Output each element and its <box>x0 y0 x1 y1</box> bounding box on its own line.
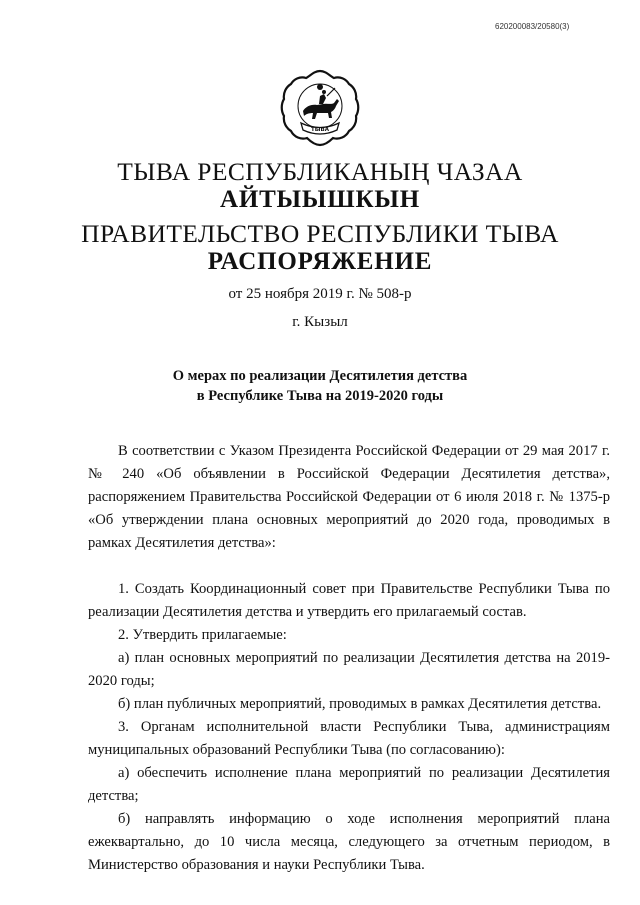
body-item-2b: б) план публичных мероприятий, проводимых в рамках Десятилетия детства. <box>118 696 602 712</box>
tuva-coat-of-arms-icon <box>279 68 361 148</box>
order-date-number: от 25 ноября 2019 г. № 508-р <box>228 286 412 302</box>
order-title-line2: в Республике Тыва на 2019-2020 годы <box>196 388 444 404</box>
order-body <box>88 440 610 877</box>
body-item-2a: а) план основных мероприятий по реализации Десятилетия детства на 2019-2020 годы; <box>88 650 610 689</box>
document-id: 620200083/20580(3) <box>495 22 570 31</box>
body-preamble: В соответствии с Указом Президента Российской Федерации от 29 мая 2017 г. № 240 «Об объявлении в Российской Федерации Десятилетия детства», распоряжением Правительства Российской Федерации от 6 июля 2018 г. № 1375-р «Об утверждении плана основных мероприятий до 2020 года, проводимых в рамках Десятилетия детства»: <box>88 443 610 551</box>
header-tuvan-government: ТЫВА РЕСПУБЛИКАНЫҢ ЧАЗАА <box>117 157 523 186</box>
body-item-3b: б) направлять информацию о ходе исполнения мероприятий плана ежеквартально, до 10 числа месяца, следующего за отчетным периодом, в Министерство образования и науки Республики Тыва. <box>88 811 610 873</box>
body-item-3a: а) обеспечить исполнение плана мероприятий по реализации Десятилетия детства; <box>88 765 610 804</box>
body-item-1: 1. Создать Координационный совет при Правительстве Республики Тыва по реализации Десятилетия детства и утвердить его прилагаемый состав. <box>88 581 610 620</box>
emblem-ribbon-label: ТЫВА <box>311 127 329 133</box>
header-tuvan-order-type: АЙТЫЫШКЫН <box>219 186 421 213</box>
body-item-2: 2. Утвердить прилагаемые: <box>118 627 287 643</box>
order-city: г. Кызыл <box>292 314 348 330</box>
order-title-line1: О мерах по реализации Десятилетия детства <box>172 368 468 384</box>
header-russian-order-type: РАСПОРЯЖЕНИЕ <box>207 248 433 275</box>
body-item-3: 3. Органам исполнительной власти Республики Тыва, администрациям муниципальных образований Республики Тыва (по согласованию): <box>88 719 610 758</box>
header-russian-government: ПРАВИТЕЛЬСТВО РЕСПУБЛИКИ ТЫВА <box>81 219 559 248</box>
